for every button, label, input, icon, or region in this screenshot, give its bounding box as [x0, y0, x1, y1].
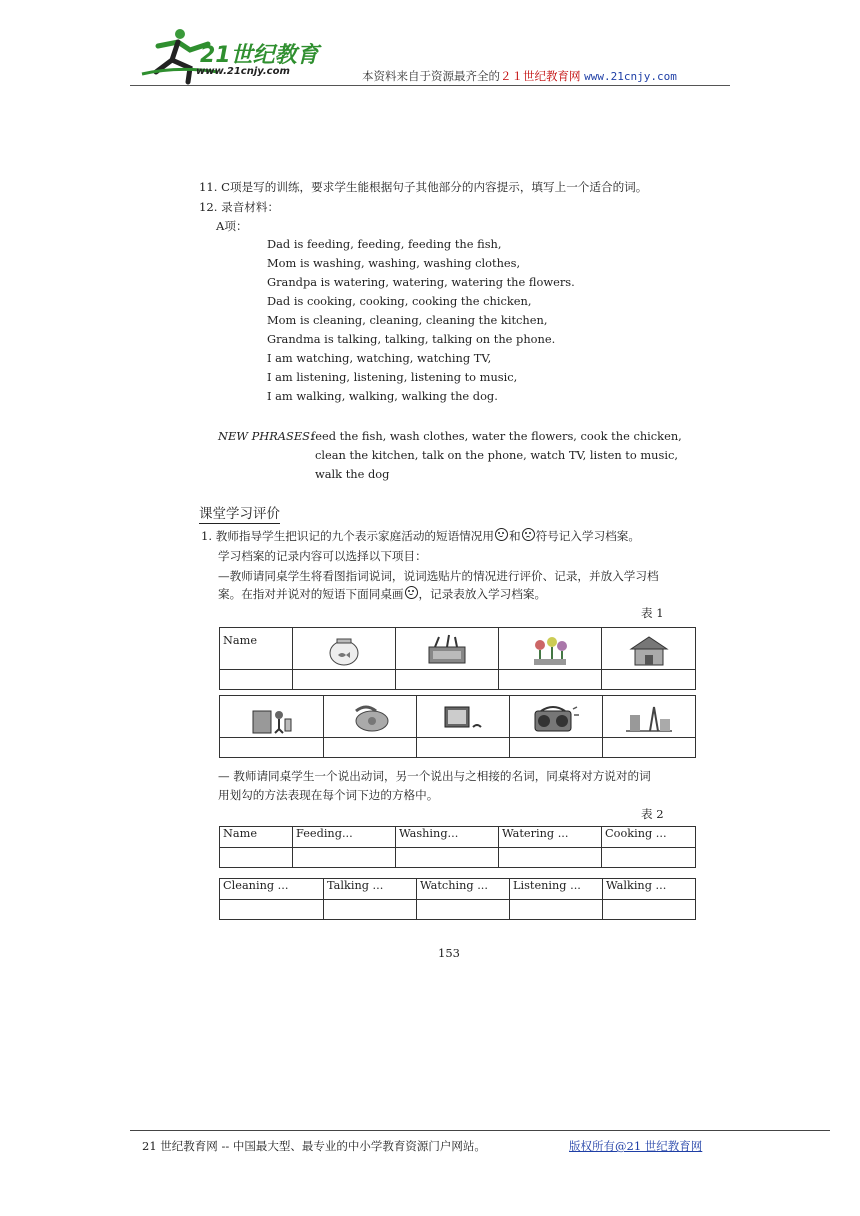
assessment-para-2: 学习档案的记录内容可以选择以下项目：: [218, 549, 427, 563]
lyric-line: I am listening, listening, listening to music,: [267, 370, 518, 384]
table2-header-cell: Washing...: [396, 827, 499, 848]
table1-picture-cell: [499, 628, 602, 670]
lyric-line: Grandma is talking, talking, talking on the phone.: [267, 332, 556, 346]
new-phrases-label: NEW PHRASES:: [218, 429, 314, 443]
table1-picture-cell: [603, 696, 696, 738]
table1-picture-cell: [396, 628, 499, 670]
assessment-para-1: 1. 教师指导学生把识记的九个表示家庭活动的短语情况用 和 符号记入学习档案。: [201, 529, 640, 543]
table1-empty-cell[interactable]: [324, 738, 417, 758]
lyric-line: Mom is cleaning, cleaning, cleaning the kitchen,: [267, 313, 548, 327]
header-divider: [130, 85, 730, 86]
table1-empty-cell[interactable]: [603, 738, 696, 758]
table-1-bottom: [219, 695, 696, 758]
lyric-line: Dad is cooking, cooking, cooking the chicken,: [267, 294, 532, 308]
header-url-link[interactable]: www.21cnjy.com: [584, 70, 677, 83]
table1-empty-cell[interactable]: [293, 670, 396, 690]
tv-icon: [441, 701, 485, 735]
table2-header-cell: Feeding...: [293, 827, 396, 848]
table1-empty-cell[interactable]: [396, 670, 499, 690]
table2-empty-cell[interactable]: [417, 900, 510, 920]
table1-empty-cell[interactable]: [220, 670, 293, 690]
new-phrases-line: feed the fish, wash clothes, water the flowers, cook the chicken,: [311, 429, 682, 443]
assessment-para-6: 用划勾的方法表现在每个词下边的方格中。: [218, 788, 439, 802]
table2-header-cell: Talking ...: [324, 879, 417, 900]
table2-header-cell: Cleaning ...: [220, 879, 324, 900]
cooking-icon: [627, 633, 671, 667]
assessment-para-5: — 教师请同桌学生一个说出动词，另一个说出与之相接的名词，同桌将对方说对的词: [218, 769, 651, 783]
table2-header-cell: Watering ...: [499, 827, 602, 848]
cleaning-icon: [249, 701, 295, 735]
lyric-line: I am watching, watching, watching TV,: [267, 351, 492, 365]
table-2-top: [219, 826, 696, 868]
lyric-line: Dad is feeding, feeding, feeding the fish,: [267, 237, 502, 251]
table2-empty-cell[interactable]: [324, 900, 417, 920]
table2-empty-cell[interactable]: [603, 900, 696, 920]
table1-caption: 表 1: [641, 606, 664, 620]
fishbowl-icon: [324, 633, 364, 667]
table2-header-cell: Name: [220, 827, 293, 848]
section-a-label: A项：: [216, 219, 248, 233]
table1-empty-cell[interactable]: [220, 738, 324, 758]
table1-picture-cell: [417, 696, 510, 738]
note-item-11: 11. C项是写的训练，要求学生能根据句子其他部分的内容提示，填写上一个适合的词。: [199, 180, 648, 194]
logo-url: www.21cnjy.com: [196, 66, 290, 77]
page-number: 153: [438, 946, 460, 960]
table2-caption: 表 2: [641, 807, 664, 821]
lyric-line: I am walking, walking, walking the dog.: [267, 389, 498, 403]
new-phrases-line: walk the dog: [315, 467, 390, 481]
dog-walk-icon: [624, 701, 674, 735]
table2-empty-cell[interactable]: [510, 900, 603, 920]
flowers-icon: [528, 633, 572, 667]
table-2-bottom: [219, 878, 696, 920]
table2-header-cell: Watching ...: [417, 879, 510, 900]
smiley-face-icon: [405, 586, 418, 599]
table1-picture-cell: [293, 628, 396, 670]
table2-empty-cell[interactable]: [499, 848, 602, 868]
footer-copyright-link[interactable]: 版权所有@21 世纪教育网: [569, 1139, 703, 1153]
table1-picture-cell: [324, 696, 417, 738]
washing-icon: [425, 633, 469, 667]
table2-header-cell: Listening ...: [510, 879, 603, 900]
table1-name-header: Name: [220, 628, 293, 670]
lyric-line: Grandpa is watering, watering, watering the flowers.: [267, 275, 575, 289]
assessment-para-3: —教师请同桌学生将看图指词说词，说词选贴片的情况进行评价、记录，并放入学习档: [218, 569, 659, 583]
table1-empty-cell[interactable]: [499, 670, 602, 690]
table2-header-cell: Cooking ...: [602, 827, 696, 848]
header-text: [362, 68, 677, 84]
table-1-top: [219, 627, 696, 690]
table2-empty-cell[interactable]: [293, 848, 396, 868]
table2-empty-cell[interactable]: [220, 900, 324, 920]
note-item-12: 12. 录音材料：: [199, 200, 280, 214]
table1-picture-cell: [602, 628, 696, 670]
telephone-icon: [348, 701, 392, 735]
new-phrases-line: clean the kitchen, talk on the phone, watch TV, listen to music,: [315, 448, 678, 462]
table1-empty-cell[interactable]: [510, 738, 603, 758]
assessment-para-4: 案。在指对并说对的短语下面同桌画 ，记录表放入学习档案。: [218, 587, 547, 601]
table1-picture-cell: [220, 696, 324, 738]
header-text-prefix: 本资料来自于资源最齐全的: [362, 69, 500, 83]
table1-empty-cell[interactable]: [602, 670, 696, 690]
lyric-line: Mom is washing, washing, washing clothes,: [267, 256, 521, 270]
footer-text: 21 世纪教育网 -- 中国最大型、最专业的中小学教育资源门户网站。: [142, 1139, 486, 1153]
radio-icon: [531, 701, 581, 735]
smiley-face-icon: [495, 528, 508, 541]
table1-picture-cell: [510, 696, 603, 738]
section-heading: 课堂学习评价: [199, 502, 280, 524]
table2-header-cell: Walking ...: [603, 879, 696, 900]
table2-empty-cell[interactable]: [396, 848, 499, 868]
footer-divider: [130, 1130, 830, 1131]
header-text-red: ２１世纪教育网: [500, 69, 581, 83]
table1-empty-cell[interactable]: [417, 738, 510, 758]
sad-face-icon: [522, 528, 535, 541]
table2-empty-cell[interactable]: [602, 848, 696, 868]
table2-empty-cell[interactable]: [220, 848, 293, 868]
logo-text: 21世纪教育: [200, 43, 319, 68]
